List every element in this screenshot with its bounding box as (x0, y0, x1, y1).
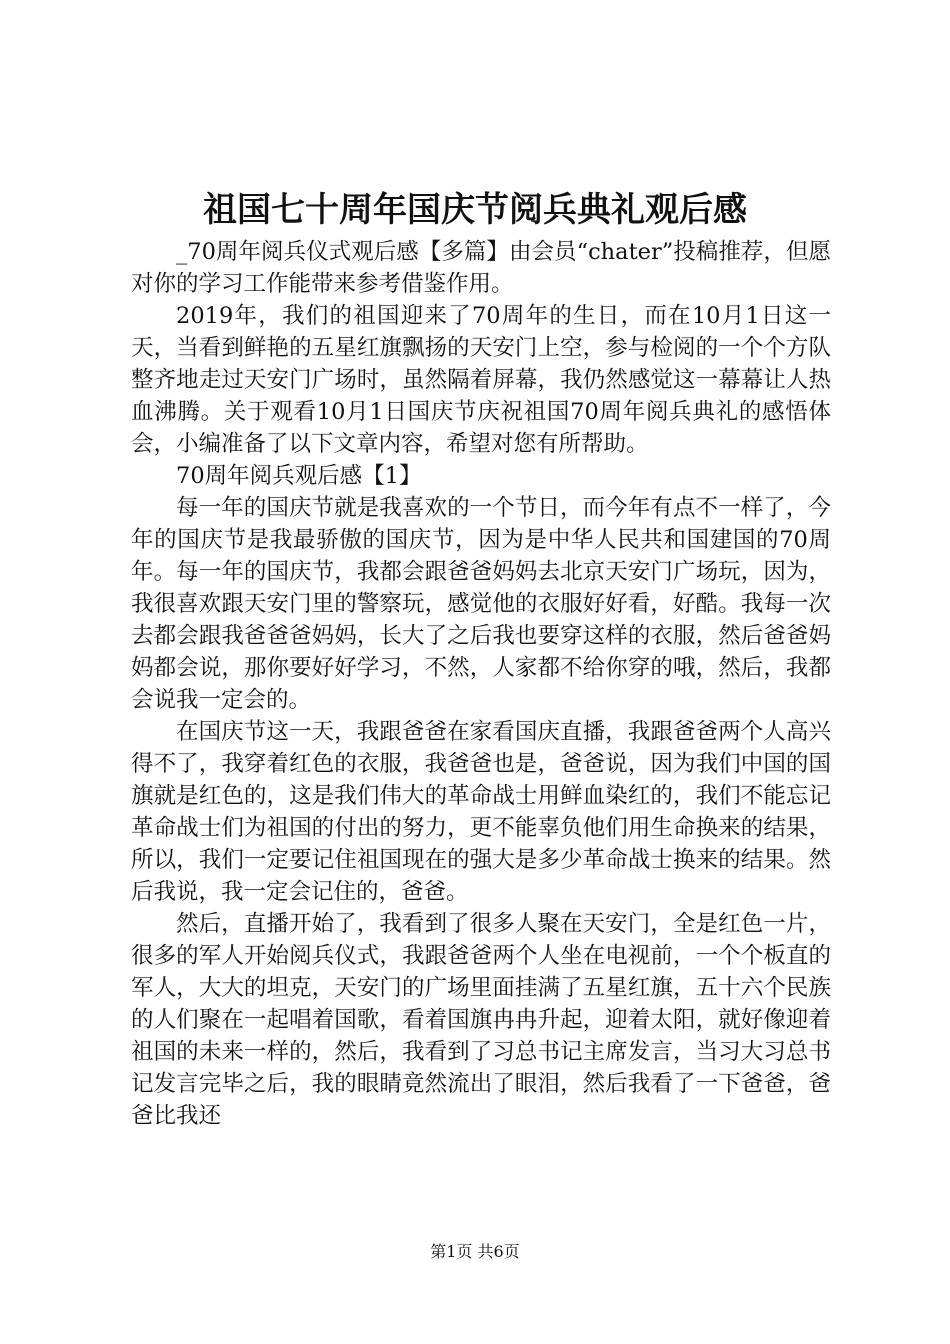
document-title: 祖国七十周年国庆节阅兵典礼观后感 (203, 190, 747, 230)
document-body (131, 236, 831, 1132)
overview-paragraph: 2019年，我们的祖国迎来了70周年的生日，而在10月1日这一天，当看到鲜艳的五星红旗飘扬的天安门上空，参与检阅的一个个方队整齐地走过天安门广场时，虽然隔着屏幕，我仍然感觉这一幕幕让人热血沸腾。关于观看10月1日国庆节庆祝祖国70周年阅兵典礼的感悟体会，小编准备了以下文章内容，希望对您有所帮助。 (131, 303, 831, 457)
intro-paragraph: _70周年阅兵仪式观后感【多篇】由会员“chater”投稿推荐，但愿对你的学习工作能带来参考借鉴作用。 (131, 239, 831, 297)
body-paragraph: 每一年的国庆节就是我喜欢的一个节日，而今年有点不一样了，今年的国庆节是我最骄傲的国庆节，因为是中华人民共和国建国的70周年。每一年的国庆节，我都会跟爸爸妈妈去北京天安门广场玩，因为，我很喜欢跟天安门里的警察玩，感觉他的衣服好好看，好酷。我每一次去都会跟我爸爸爸妈妈，长大了之后我也要穿这样的衣服，然后爸爸妈妈都会说，那你要好好学习，不然，人家都不给你穿的哦，然后，我都会说我一定会的。 (131, 495, 831, 713)
body-paragraph: 然后，直播开始了，我看到了很多人聚在天安门，全是红色一片，很多的军人开始阅兵仪式，我跟爸爸两个人坐在电视前，一个个板直的军人，大大的坦克，天安门的广场里面挂满了五星红旗，五十六个民族的人们聚在一起唱着国歌，看着国旗冉冉升起，迎着太阳，就好像迎着祖国的未来一样的，然后，我看到了习总书记主席发言，当习大习总书记发言完毕之后，我的眼睛竟然流出了眼泪，然后我看了一下爸爸，爸爸比我还 (131, 911, 831, 1129)
body-paragraph: 在国庆节这一天，我跟爸爸在家看国庆直播，我跟爸爸两个人高兴得不了，我穿着红色的衣服，我爸爸也是，爸爸说，因为我们中国的国旗就是红色的，这是我们伟大的革命战士用鲜血染红的，我们不能忘记革命战士们为祖国的付出的努力，更不能辜负他们用生命换来的结果，所以，我们一定要记住祖国现在的强大是多少革命战士换来的结果。然后我说，我一定会记住的，爸爸。 (131, 719, 831, 905)
section-heading: 70周年阅兵观后感【1】 (176, 463, 422, 489)
page-number-footer: 第1页 共6页 (430, 1242, 520, 1261)
